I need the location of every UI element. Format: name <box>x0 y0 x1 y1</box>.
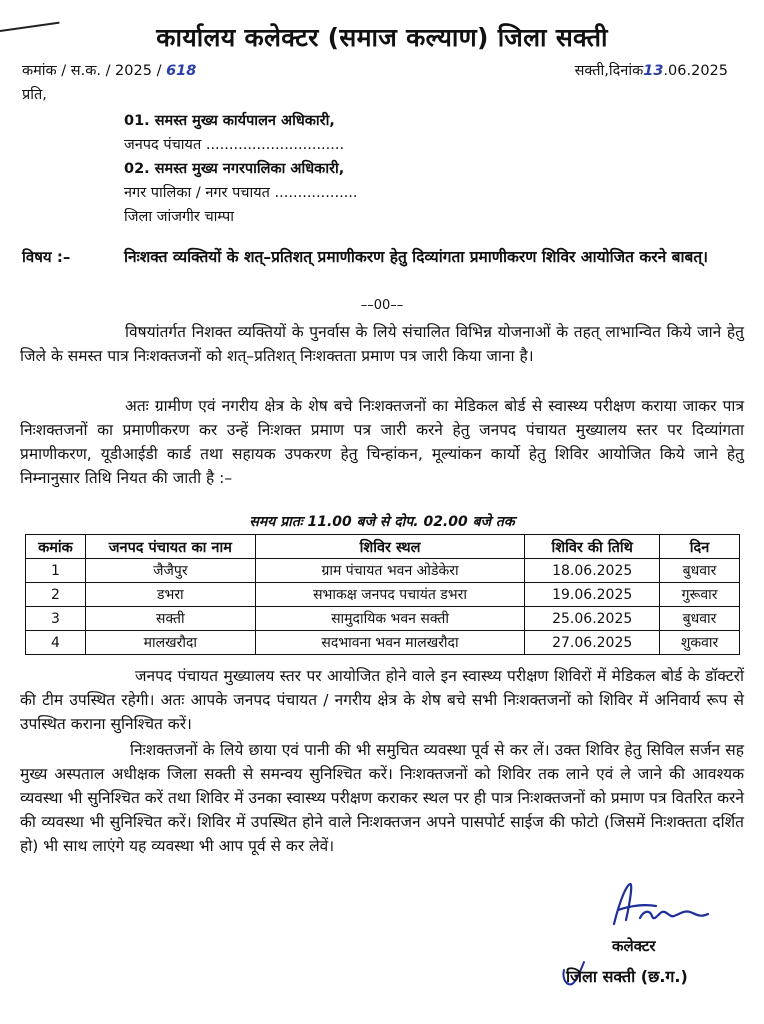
cell-day: शुकवार <box>660 631 740 655</box>
date-rest: .06.2025 <box>663 63 728 79</box>
reference-number-handwritten: 618 <box>166 63 197 79</box>
cell-date: 27.06.2025 <box>525 631 660 655</box>
cell-day: बुधवार <box>660 559 740 583</box>
cell-venue: सामुदायिक भवन सक्ती <box>255 607 525 631</box>
table-row <box>26 559 740 583</box>
camp-time: समय प्रातः 11.00 बजे से दोप. 02.00 बजे तक <box>249 514 515 530</box>
signatory-designation: कलेक्टर <box>612 937 656 955</box>
header-janpad: जनपद पंचायत का नाम <box>85 535 255 559</box>
cell-janpad: डभरा <box>85 583 255 607</box>
header-serial: कमांक <box>26 535 86 559</box>
paragraph-2: अतः ग्रामीण एवं नगरीय क्षेत्र के शेष बचे निःशक्तजनों का मेडिकल बोर्ड से स्वास्थ्य परीक्षण कराया जाकर पात्र निःशक्तजनों का प्रमाणीकरण कर उन्हें निःशक्त प्रमाण पत्र जारी करने हेतु जनपद पंचायत मुख्यालय स्तर पर दिव्यांगता प्रमाणीकरण, यूडीआईडी कार्ड तथा सहायक उपकरण हेतु चिन्हांकन, मूल्यांकन कार्यो हेतु शिविर आयोजित किये जाने हेतु निम्नानुसार तिथि नियत की जाती है :– <box>20 397 744 487</box>
cell-janpad: जैजैपुर <box>85 559 255 583</box>
separator: ––00–– <box>360 298 404 313</box>
cell-serial: 2 <box>26 583 86 607</box>
collector-signature <box>600 880 720 930</box>
table-row <box>26 631 740 655</box>
table-row <box>26 607 740 631</box>
addressee-line-5: जिला जांजगीर चाम्पा <box>124 209 235 225</box>
paragraph-4: निःशक्तजनों के लिये छाया एवं पानी की भी समुचित व्यवस्था पूर्व से कर लें। उक्त शिविर हेतु सिविल सर्जन सह मुख्य अस्पताल अधीक्षक जिला सक्ती से समन्वय सुनिश्चित करें। निःशक्तजनों को शिविर तक लाने एवं ले जाने की आवश्यक व्यवस्था भी सुनिश्चित करें तथा शिविर में उनका स्वास्थ्य परीक्षण कराकर स्थल पर ही पात्र निःशक्तजनों को प्रमाण पत्र वितरित करने की व्यवस्था भी सुनिश्चित करें। शिविर में उपस्थित होने वाले निःशक्तजन अपने पासपोर्ट साईज की फोटो (जिसमें निःशक्तता दर्शित हो) भी साथ लाएंगे यह व्यवस्था भी आप पूर्व से कर लेवें। <box>20 741 744 855</box>
cell-venue: सभाकक्ष जनपद पचायंत डभरा <box>255 583 525 607</box>
addressee-line-3: 02. समस्त मुख्य नगरपालिका अधिकारी, <box>124 161 345 177</box>
cell-serial: 1 <box>26 559 86 583</box>
reference-prefix: कमांक / स.क. / 2025 / <box>22 63 162 79</box>
letter-date <box>575 60 728 80</box>
signatory-district: जिला सक्ती (छ.ग.) <box>566 967 688 986</box>
prati-label: प्रति, <box>22 87 47 103</box>
cell-day: बुधवार <box>660 607 740 631</box>
office-title: कार्यालय कलेक्टर (समाज कल्याण) जिला सक्ती <box>156 23 608 52</box>
addressee-line-4: नगर पालिका / नगर पचायत .................. <box>124 185 358 201</box>
reference-number <box>22 60 196 80</box>
cell-venue: सदभावना भवन मालखरौदा <box>255 631 525 655</box>
date-prefix: सक्ती,दिनांक <box>574 63 644 79</box>
paragraph-3: जनपद पंचायत मुख्यालय स्तर पर आयोजित होने वाले इन स्वास्थ्य परीक्षण शिविरों में मेडिकल बोर्ड के डॉक्टरों की टीम उपस्थित रहेगी। अतः आपके जनपद पंचायत / नगरीय क्षेत्र के शेष बचे सभी निःशक्तजनों को शिविर में अनिवार्य रूप से उपस्थित कराना सुनिश्चित करें। <box>20 667 744 733</box>
table-header-row <box>26 535 740 559</box>
addressee-line-2: जनपद पंचायत .............................. <box>124 137 345 153</box>
header-venue: शिविर स्थल <box>255 535 525 559</box>
subject-text: निःशक्त व्यक्तियों के शत्–प्रतिशत् प्रमाणीकरण हेतु दिव्यांगता प्रमाणीकरण शिविर आयोजित करने बाबत्। <box>124 248 709 266</box>
cell-date: 18.06.2025 <box>525 559 660 583</box>
cell-day: गुरूवार <box>660 583 740 607</box>
cell-date: 25.06.2025 <box>525 607 660 631</box>
header-date: शिविर की तिथि <box>525 535 660 559</box>
cell-serial: 3 <box>26 607 86 631</box>
table-row <box>26 583 740 607</box>
header-day: दिन <box>660 535 740 559</box>
paragraph-1: विषयांतर्गत निशक्त व्यक्तियों के पुनर्वास के लिये संचालित विभिन्न योजनाओं के तहत् लाभान्वित किये जाने हेतु जिले के समस्त पात्र निःशक्तजनों को शत्–प्रतिशत् निःशक्तता प्रमाण पत्र जारी किया जाना है। <box>20 323 744 365</box>
subject-label: विषय :– <box>22 248 71 266</box>
cell-janpad: सक्ती <box>85 607 255 631</box>
cell-serial: 4 <box>26 631 86 655</box>
cell-janpad: मालखरौदा <box>85 631 255 655</box>
cell-venue: ग्राम पंचायत भवन ओडेकेरा <box>255 559 525 583</box>
cell-date: 19.06.2025 <box>525 583 660 607</box>
camp-schedule-table <box>25 534 740 655</box>
addressee-line-1: 01. समस्त मुख्य कार्यपालन अधिकारी, <box>124 113 335 129</box>
date-day-handwritten: 13 <box>643 63 664 79</box>
